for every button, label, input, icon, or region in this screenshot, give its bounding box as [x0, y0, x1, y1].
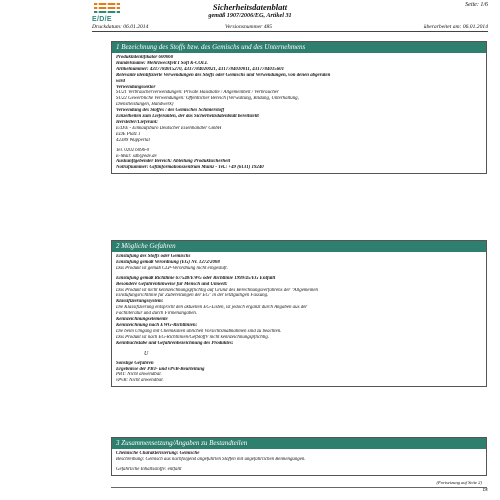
page-number: Seite: 1/6 [465, 2, 488, 8]
section-body [112, 53, 486, 173]
version-number: Versionsnummer 485 [225, 24, 273, 30]
section-line: Kennzeichnung nach EWG-Richtlinien: [116, 322, 198, 328]
section-identification [111, 41, 487, 174]
section-line: Gefährliche Inhaltsstoffe: entfällt [116, 466, 182, 472]
section-line: Ergebnisse der PBT- und vPvB-Beurteilung [116, 366, 205, 372]
section-line: SU21 Verbraucherverwendungen: Private Haushalte / Allgemeinheit / Verbraucher [116, 90, 279, 96]
section-line: Besondere Gefahrenhinweise für Mensch und Umwelt: [116, 281, 228, 287]
section-line: Verwendung des Stoffes / des Gemisches Schmierstoff [116, 108, 225, 114]
section-body [112, 449, 486, 475]
footer-divider [111, 487, 487, 488]
section-heading: 1 Bezeichnung des Stoffs bzw. des Gemischs und des Unternehmens [112, 42, 486, 53]
section-line: E-Mail: sdb@ede.de [116, 153, 157, 159]
section-line: Relevante identifizierte Verwendungen des Stoffs oder Gemischs und Verwendungen, von denen abgeraten [116, 72, 331, 78]
section-line: Einstufung gemäß Verordnung (EG) Nr. 1272/2008 [116, 259, 220, 265]
section-line: Die beim Umgang mit Chemikalien üblichen Vorsichtsmaßnahmen sind zu beachten. [116, 328, 282, 334]
section-line: Das Produkt ist nach EG-Richtlinien/GefStoffV nicht kennzeichnungspflichtig. [116, 334, 270, 340]
section-heading: 2 Mögliche Gefahren [112, 241, 486, 252]
section-line: Dienstleistungen, Handwerk) [116, 102, 174, 108]
section-line: Notrufnummer: Giftinformationszentrum Mainz - Tel.: +49 (6131) 19240 [116, 165, 264, 171]
section-line: Hersteller/Lieferant: [116, 119, 158, 125]
header-divider [92, 31, 488, 32]
section-line: Einstufung gemäß Richtlinie 67/548/EWG oder Richtlinie 1999/45/EG Entfällt [116, 275, 276, 281]
section-line: Kennzeichnungselemente [116, 317, 168, 323]
section-line: Produktidentifikator 600060 [116, 55, 174, 60]
section-line: Fachliteratur und durch Firmenangaben. [116, 311, 198, 317]
section-line: 42389 Wuppertal [116, 137, 150, 143]
footer-id: DE [482, 487, 488, 492]
section-line: wird [116, 78, 125, 84]
section-line: Handelsname: Mehrzweckfett I Soft K-COLL [116, 60, 208, 66]
section-line: Kennbuchstabe und Gefahrenbezeichnung des Produktes: [116, 340, 234, 346]
section-line: EDE Platz 1 [116, 131, 141, 137]
section-line: SU22 Gewerbliche Verwendungen: Öffentlicher Bereich (Verwaltung, Bildung, Unterhaltung, [116, 96, 299, 102]
section-line: Chemische Charakterisierung: Gemische [116, 451, 200, 456]
section-line: Auskunftgebender Bereich: Abteilung Produktsicherheit [116, 159, 231, 165]
section-line: Artikelnummer: 4317784015270, 4317784020021, 4317784010011, 4317784015601 [116, 66, 285, 72]
document-subtitle: gemäß 1907/2006/EG, Artikel 31 [208, 12, 292, 19]
print-date: Druckdatum: 06.01.2014 [92, 24, 149, 30]
section-line: PBT: Nicht anwendbar. [116, 372, 162, 378]
section-line: U [144, 350, 149, 357]
section-composition [111, 437, 487, 476]
section-line: Das Produkt ist gemäß CLP-Verordnung nicht eingestuft. [116, 265, 228, 271]
logo-text: E/D/E [92, 16, 112, 23]
section-line: Tel. 0202 6096-0 [116, 147, 150, 153]
section-line: Klassifizierungssystem: [116, 299, 164, 305]
section-line: Einzelheiten zum Lieferanten, der das Sicherheitsdatenblatt bereitstellt [116, 114, 259, 120]
section-line: Sonstige Gefahren [116, 360, 154, 366]
revision-date: überarbeitet am: 06.01.2014 [423, 24, 488, 30]
section-line: Einstufungsrichtlinie für Zubereitungen der EG" in der letztgültigen Fassung. [116, 293, 269, 299]
continued-note: (Fortsetzung auf Seite 2) [436, 480, 482, 485]
document-title: Sicherheitsdatenblatt [212, 2, 288, 12]
section-line: E/D/E - Einkaufsbüro Deutscher Eisenhändler GmbH [116, 125, 222, 131]
section-heading: 3 Zusammensetzung/Angaben zu Bestandteilen [112, 438, 486, 449]
section-body [112, 252, 486, 386]
section-hazards [111, 240, 487, 387]
section-line: Verwendungssektor [116, 84, 156, 90]
section-line: Einstufung des Stoffs oder Gemischs [116, 254, 191, 259]
section-line: Beschreibung: Gemisch aus nachfolgend angeführten Stoffen mit ungefährlichen Beimengungen. [116, 456, 306, 462]
section-line: Das Produkt ist nicht kennzeichnungspflichtig auf Grund des Berechnungsverfahrens der "Allgemeinen [116, 287, 318, 293]
section-line: vPvB: Nicht anwendbar. [116, 378, 164, 384]
section-line: Die Klassifizierung entspricht den aktuellen EG-Listen, ist jedoch ergänzt durch Angaben aus der [116, 305, 308, 311]
